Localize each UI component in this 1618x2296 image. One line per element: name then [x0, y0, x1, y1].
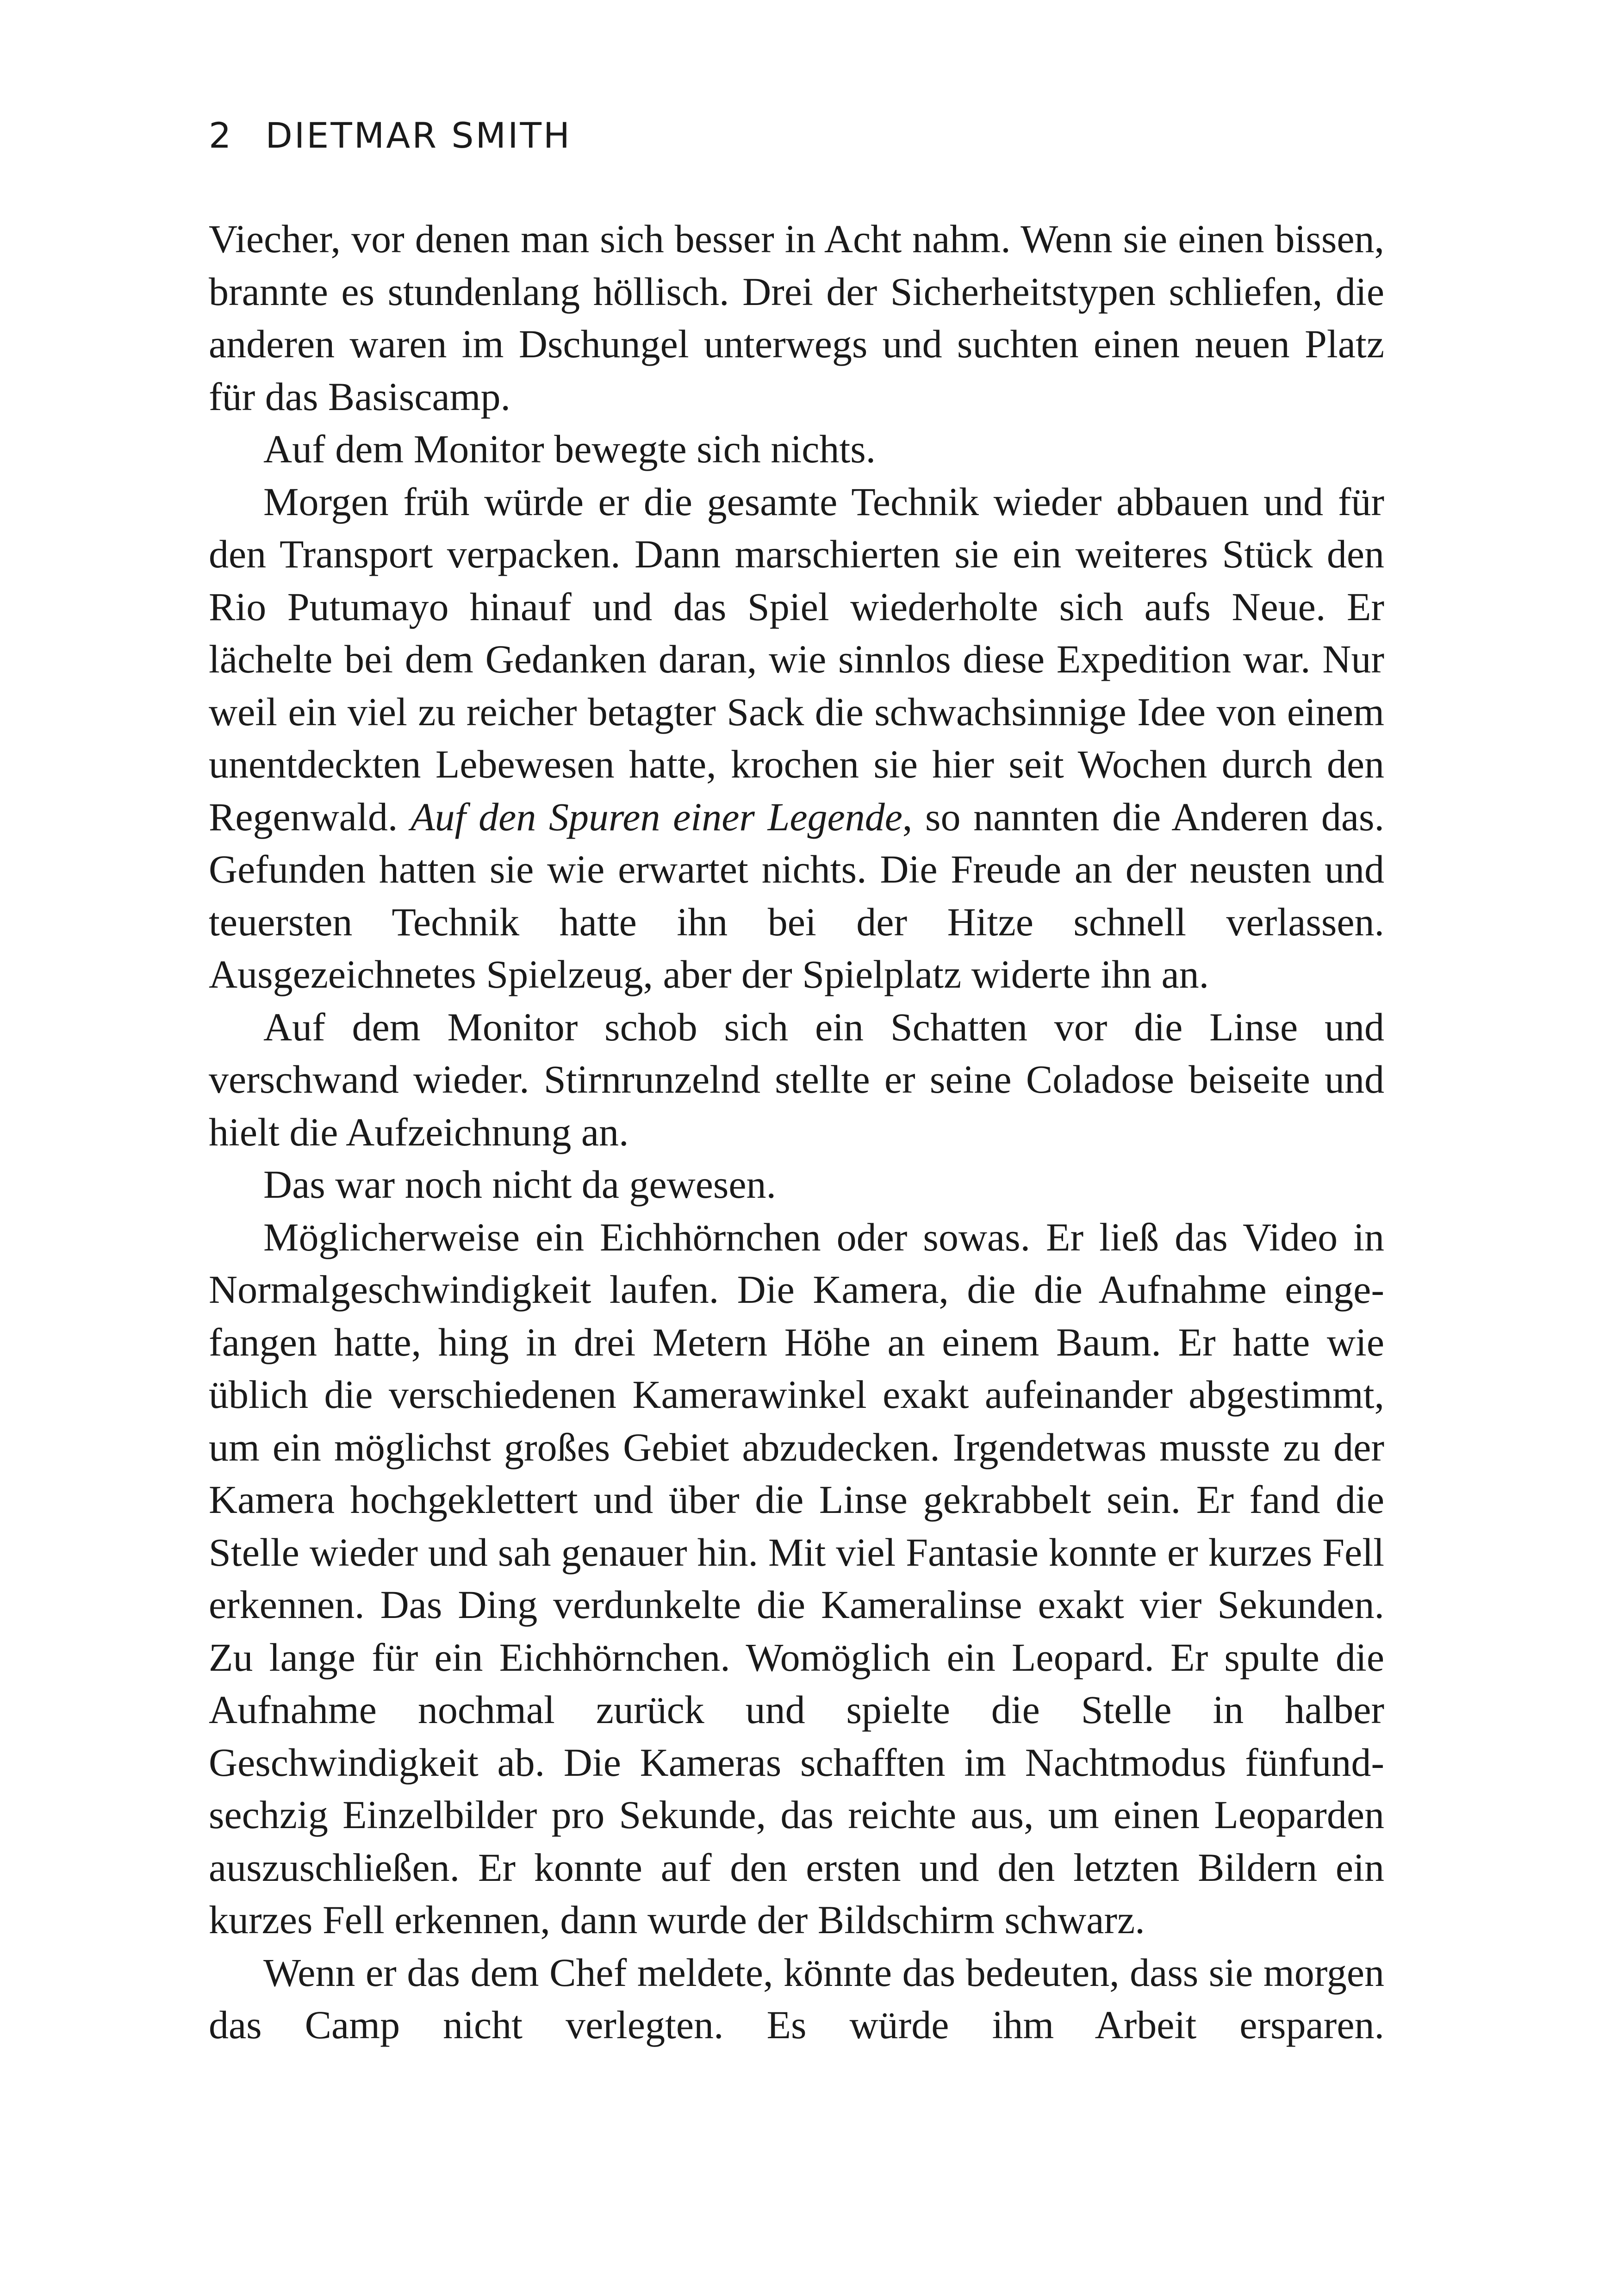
page-number: 2: [209, 115, 233, 156]
italic-title: Auf den Spuren einer Legende: [411, 794, 902, 839]
paragraph: Viecher, vor denen man sich besser in Acht nahm. Wenn sie einen bissen, brannte es stundenlang höllisch. Drei der Sicherheitstypen schliefen, die anderen waren im Dschungel unterwegs und suchten einen neuen Platz für das Basiscamp.: [209, 217, 1384, 419]
paragraph-text: , so nannten die Anderen das. Gefunden hatten sie wie erwartet nichts. Die Freude an der neusten und teuersten Technik hatte ihn bei der Hitze schnell verlassen. Ausgezeichnetes Spielzeug, aber der Spielplatz widerte ihn an.: [209, 794, 1385, 996]
body-text: [209, 213, 1384, 2052]
paragraph-text: Morgen früh würde er die gesamte Technik wieder abbauen und für den Transport verpacken. Dann marschierten sie ein weiteres Stück den Rio Putumayo hinauf und das Spiel wiederholte sich aufs Neue. Er lächelte bei dem Gedanken daran, wie sinnlos diese Expedition war. Nur weil ein viel zu reicher betagter Sack die schwachsinnige Idee von einem unentdeckten Lebewesen hatte, krochen sie hier seit Wochen durch den Regenwald.: [209, 479, 1384, 839]
paragraph: [209, 476, 1384, 1001]
paragraph: Auf dem Monitor schob sich ein Schatten vor die Linse und verschwand wieder. Stirnrunzelnd stellte er seine Coladose beiseite und hielt die Aufzeichnung an.: [209, 1004, 1384, 1154]
author-name: DIETMAR SMITH: [265, 115, 572, 156]
running-head: [209, 115, 572, 156]
paragraph: Wenn er das dem Chef meldete, könnte das bedeuten, dass sie morgen das Camp nicht verlegten. Es würde ihm Arbeit ersparen.: [209, 1950, 1384, 2047]
paragraph: Auf dem Monitor bewegte sich nichts.: [263, 427, 876, 471]
paragraph: Das war noch nicht da gewesen.: [263, 1162, 777, 1207]
paragraph: Möglicherweise ein Eichhörnchen oder sowas. Er ließ das Video in Normalgeschwindigkeit laufen. Die Kamera, die die Aufnahme eingefangen hatte, hing in drei Metern Höhe an einem Baum. Er hatte wie üblich die verschiedenen Kamerawinkel exakt aufeinander abgestimmt, um ein möglichst großes Gebiet abzudecken. Irgendetwas musste zu der Kamera hochgeklettert und über die Linse gekrabbelt sein. Er fand die Stelle wieder und sah genauer hin. Mit viel Fantasie konnte er kurzes Fell erkennen. Das Ding verdunkelte die Kameralinse exakt vier Sekunden. Zu lange für ein Eichhörnchen. Womöglich ein Leopard. Er spulte die Aufnahme nochmal zurück und spielte die Stelle in halber Geschwindigkeit ab. Die Kameras schafften im Nachtmodus fünfundsechzig Einzelbilder pro Sekunde, das reichte aus, um einen Leoparden auszuschließen. Er konnte auf den ersten und den letzten Bildern ein kurzes Fell erkennen, dann wurde der Bildschirm schwarz.: [209, 1214, 1384, 1942]
